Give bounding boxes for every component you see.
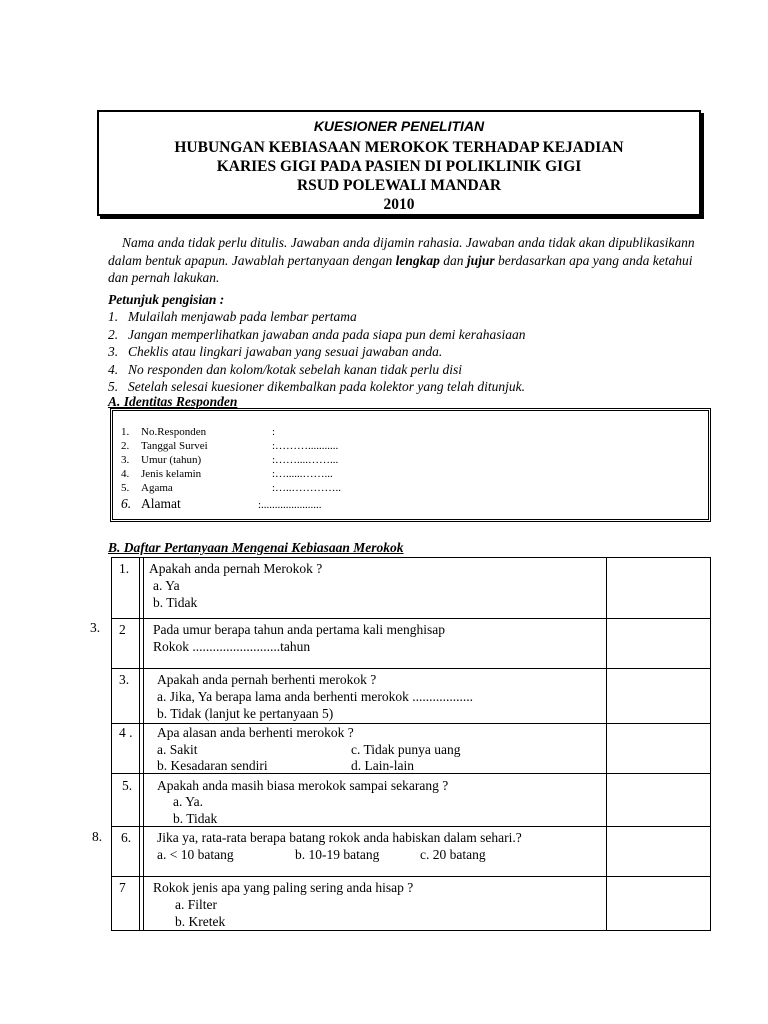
title-line-2: KARIES GIGI PADA PASIEN DI POLIKLINIK GIGI (216, 158, 582, 175)
answer-option[interactable]: b. Tidak (lanjut ke pertanyaan 5) (157, 706, 334, 721)
intro-paragraph (108, 234, 708, 287)
answer-option[interactable]: b. Kesadaran sendiri (157, 758, 268, 773)
section-b-title: B. Daftar Pertanyaan Mengenai Kebiasaan Merokok (108, 540, 404, 555)
petunjuk-title: Petunjuk pengisian : (108, 292, 225, 307)
petunjuk-item: 4. No responden dan kolom/kotak sebelah kanan tidak perlu disi (108, 361, 462, 377)
answer-option[interactable]: a. Ya. (173, 794, 204, 809)
identity-row-tanggal[interactable]: 2. Tanggal Survei :………........... (121, 440, 339, 452)
row-divider (112, 668, 710, 669)
question-text: Pada umur berapa tahun anda pertama kali menghisap (153, 622, 446, 637)
question-text: Rokok jenis apa yang paling sering anda hisap ? (153, 880, 414, 895)
identity-row-jenis-kelamin[interactable]: 4. Jenis kelamin :…......……... (121, 468, 333, 480)
intro-bold-jujur: jujur (466, 252, 495, 268)
intro-text-3: berdasarkan apa yang anda ketahui dan pernah lakukan. (108, 252, 693, 285)
table-divider (606, 558, 607, 930)
title-year: 2010 (383, 196, 415, 213)
margin-number: 3. (90, 620, 101, 635)
question-number: 3. (119, 672, 130, 687)
margin-number: 8. (92, 829, 103, 844)
identity-row-no-responden[interactable]: 1. No.Responden : (121, 426, 276, 438)
answer-option[interactable]: b. Tidak (153, 595, 198, 610)
answer-option[interactable]: a. Jika, Ya berapa lama anda berhenti merokok .................. (157, 689, 474, 704)
answer-option[interactable]: b. Tidak (173, 811, 218, 826)
answer-option[interactable]: b. 10-19 batang (295, 847, 380, 862)
question-text: Apakah anda pernah berhenti merokok ? (157, 672, 377, 687)
title-line-1: HUBUNGAN KEBIASAAN MEROKOK TERHADAP KEJADIAN (174, 139, 624, 156)
question-number: 4 . (119, 725, 133, 740)
identity-row-agama[interactable]: 5. Agama :…..………….. (121, 482, 342, 494)
question-text: Jika ya, rata-rata berapa batang rokok anda habiskan dalam sehari.? (157, 830, 522, 845)
title-box (97, 110, 701, 216)
question-number: 7 (119, 880, 126, 895)
answer-field[interactable]: Rokok ..........................tahun (153, 639, 311, 654)
section-a-title: A. Identitas Responden (108, 394, 238, 409)
table-divider (143, 558, 144, 930)
question-number: 1. (119, 561, 130, 576)
petunjuk-item: 3. Cheklis atau lingkari jawaban yang sesuai jawaban anda. (108, 344, 443, 359)
table-divider (139, 558, 140, 930)
answer-option[interactable]: a. Filter (175, 897, 217, 912)
row-divider (112, 876, 710, 877)
answer-option[interactable]: c. Tidak punya uang (351, 742, 461, 757)
identity-row-umur[interactable]: 3. Umur (tahun) :……....……... (121, 454, 339, 466)
question-table (111, 557, 711, 931)
intro-text-1: Nama anda tidak perlu ditulis. Jawaban anda dijamin rahasia. Jawaban anda tidak akan dipublikasikann dalam bentuk apapun. Jawablah pertanyaan dengan (108, 235, 695, 268)
answer-option[interactable]: b. Kretek (175, 914, 226, 929)
petunjuk-item: 5. Setelah selesai kuesioner dikembalkan pada kolektor yang telah ditunjuk. (108, 379, 526, 394)
petunjuk-item: 2. Jangan memperlihatkan jawaban anda pada siapa pun demi kerahasiaan (108, 326, 526, 342)
identity-row-alamat[interactable]: 6. Alamat :...................... (121, 496, 322, 511)
question-number: 5. (122, 778, 133, 793)
answer-option[interactable]: a. < 10 batang (157, 847, 234, 862)
title-line-3: RSUD POLEWALI MANDAR (296, 177, 502, 194)
intro-text-2: dan (439, 252, 467, 268)
intro-bold-lengkap: lengkap (395, 252, 440, 268)
identity-box (110, 408, 711, 522)
row-divider (112, 618, 710, 619)
petunjuk-item: 1. Mulailah menjawab pada lembar pertama (108, 309, 357, 324)
question-text: Apakah anda masih biasa merokok sampai sekarang ? (157, 778, 449, 793)
petunjuk-list (108, 308, 708, 396)
answer-option[interactable]: c. 20 batang (420, 847, 486, 862)
question-text: Apakah anda pernah Merokok ? (149, 561, 323, 576)
answer-option[interactable]: d. Lain-lain (351, 758, 414, 773)
kuesioner-heading: KUESIONER PENELITIAN (313, 118, 485, 134)
answer-option[interactable]: a. Sakit (157, 742, 198, 757)
answer-option[interactable]: a. Ya (153, 578, 180, 593)
question-number: 6. (121, 830, 132, 845)
question-number: 2 (119, 622, 126, 637)
question-text: Apa alasan anda berhenti merokok ? (157, 725, 354, 740)
